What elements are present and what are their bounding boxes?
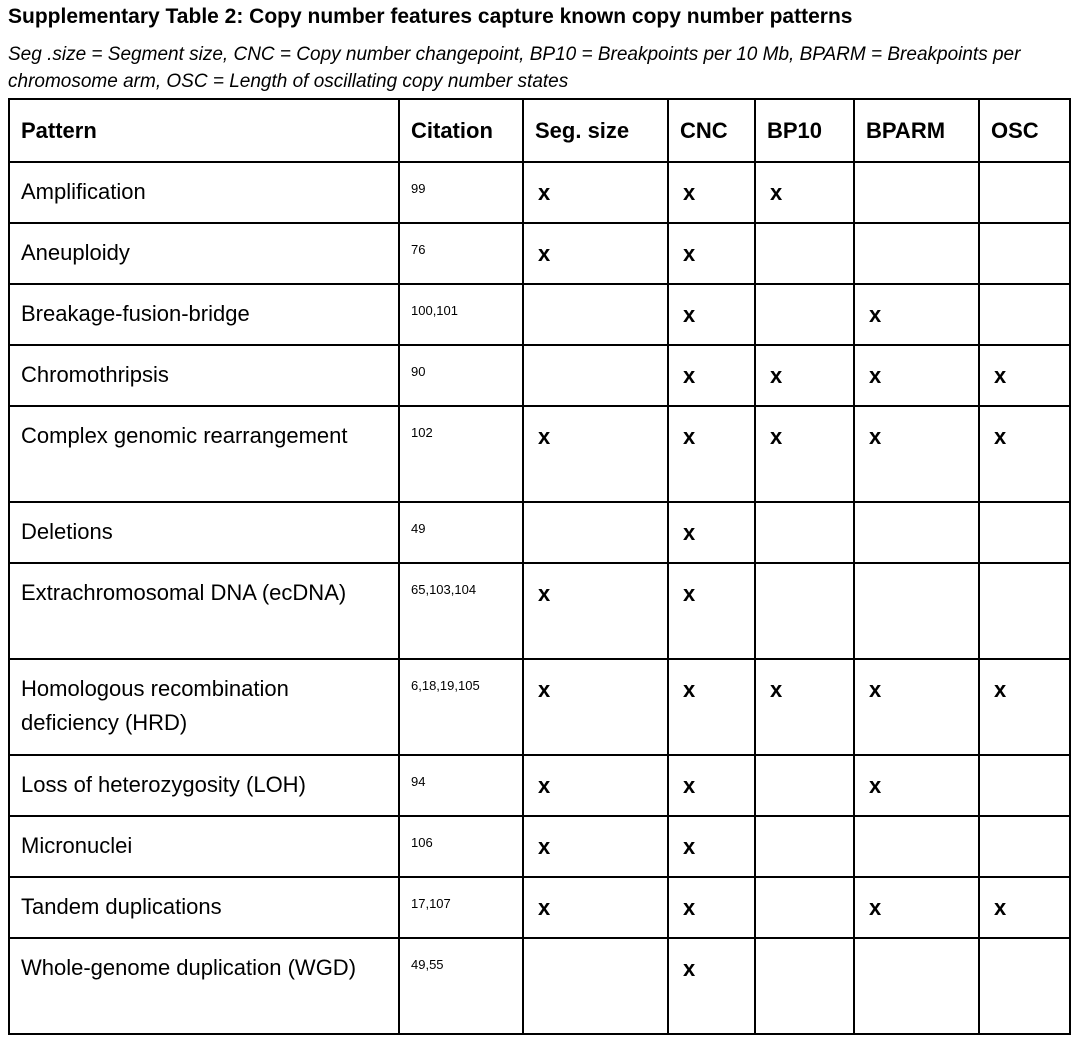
cnc-cell: x xyxy=(668,755,755,816)
seg-size-cell: x xyxy=(523,659,668,755)
cnc-cell: x xyxy=(668,162,755,223)
pattern-cell: Breakage-fusion-bridge xyxy=(9,284,399,345)
citation-cell: 106 xyxy=(399,816,523,877)
table-title: Supplementary Table 2: Copy number features capture known copy number patterns xyxy=(8,5,853,28)
pattern-cell: Amplification xyxy=(9,162,399,223)
bparm-cell: x xyxy=(854,345,979,406)
bp10-cell xyxy=(755,502,854,563)
table-row xyxy=(9,223,1070,284)
osc-cell xyxy=(979,162,1070,223)
bparm-cell xyxy=(854,938,979,1034)
seg-size-cell xyxy=(523,502,668,563)
table-row xyxy=(9,816,1070,877)
table-row xyxy=(9,502,1070,563)
cnc-cell: x xyxy=(668,816,755,877)
osc-cell: x xyxy=(979,659,1070,755)
bp10-cell xyxy=(755,877,854,938)
table-row xyxy=(9,284,1070,345)
bp10-cell xyxy=(755,816,854,877)
table-row xyxy=(9,162,1070,223)
seg-size-cell xyxy=(523,938,668,1034)
osc-cell: x xyxy=(979,877,1070,938)
bparm-cell: x xyxy=(854,406,979,502)
osc-cell xyxy=(979,755,1070,816)
column-header-seg-size: Seg. size xyxy=(523,99,668,162)
bp10-cell: x xyxy=(755,406,854,502)
cnc-cell: x xyxy=(668,938,755,1034)
table-caption: Seg .size = Segment size, CNC = Copy number changepoint, BP10 = Breakpoints per 10 Mb, BPARM = Breakpoints per chromosome arm, OSC = Length of oscillating copy number states xyxy=(8,44,1021,92)
osc-cell xyxy=(979,563,1070,659)
cnc-cell: x xyxy=(668,284,755,345)
cnc-cell: x xyxy=(668,877,755,938)
citation-cell: 94 xyxy=(399,755,523,816)
seg-size-cell: x xyxy=(523,162,668,223)
citation-cell: 76 xyxy=(399,223,523,284)
table-row xyxy=(9,877,1070,938)
cnc-cell: x xyxy=(668,502,755,563)
bparm-cell xyxy=(854,816,979,877)
table-row xyxy=(9,563,1070,659)
pattern-cell: Micronuclei xyxy=(9,816,399,877)
citation-cell: 90 xyxy=(399,345,523,406)
bp10-cell xyxy=(755,563,854,659)
bparm-cell xyxy=(854,502,979,563)
pattern-cell: Whole-genome duplication (WGD) xyxy=(9,938,399,1034)
bparm-cell: x xyxy=(854,659,979,755)
pattern-cell: Homologous recombination deficiency (HRD) xyxy=(9,659,399,755)
citation-cell: 100,101 xyxy=(399,284,523,345)
osc-cell xyxy=(979,938,1070,1034)
table-row xyxy=(9,659,1070,755)
osc-cell: x xyxy=(979,345,1070,406)
column-header-osc: OSC xyxy=(979,99,1070,162)
citation-cell: 49,55 xyxy=(399,938,523,1034)
column-header-cnc: CNC xyxy=(668,99,755,162)
copy-number-table xyxy=(8,98,1071,1035)
column-header-pattern: Pattern xyxy=(9,99,399,162)
seg-size-cell: x xyxy=(523,755,668,816)
seg-size-cell: x xyxy=(523,223,668,284)
pattern-cell: Tandem duplications xyxy=(9,877,399,938)
seg-size-cell: x xyxy=(523,877,668,938)
osc-cell xyxy=(979,502,1070,563)
seg-size-cell: x xyxy=(523,406,668,502)
citation-cell: 99 xyxy=(399,162,523,223)
pattern-cell: Aneuploidy xyxy=(9,223,399,284)
column-header-citation: Citation xyxy=(399,99,523,162)
bp10-cell xyxy=(755,284,854,345)
citation-cell: 17,107 xyxy=(399,877,523,938)
table-row xyxy=(9,406,1070,502)
pattern-cell: Extrachromosomal DNA (ecDNA) xyxy=(9,563,399,659)
citation-cell: 102 xyxy=(399,406,523,502)
bp10-cell: x xyxy=(755,659,854,755)
citation-cell: 6,18,19,105 xyxy=(399,659,523,755)
pattern-cell: Chromothripsis xyxy=(9,345,399,406)
bp10-cell: x xyxy=(755,162,854,223)
osc-cell xyxy=(979,223,1070,284)
bparm-cell: x xyxy=(854,284,979,345)
citation-cell: 49 xyxy=(399,502,523,563)
seg-size-cell xyxy=(523,345,668,406)
citation-cell: 65,103,104 xyxy=(399,563,523,659)
bparm-cell xyxy=(854,223,979,284)
cnc-cell: x xyxy=(668,406,755,502)
cnc-cell: x xyxy=(668,659,755,755)
osc-cell: x xyxy=(979,406,1070,502)
table-row xyxy=(9,755,1070,816)
osc-cell xyxy=(979,284,1070,345)
seg-size-cell xyxy=(523,284,668,345)
bparm-cell xyxy=(854,162,979,223)
bparm-cell: x xyxy=(854,877,979,938)
table-row xyxy=(9,938,1070,1034)
pattern-cell: Complex genomic rearrangement xyxy=(9,406,399,502)
seg-size-cell: x xyxy=(523,816,668,877)
bparm-cell: x xyxy=(854,755,979,816)
bp10-cell xyxy=(755,938,854,1034)
column-header-bparm: BPARM xyxy=(854,99,979,162)
bp10-cell xyxy=(755,223,854,284)
bparm-cell xyxy=(854,563,979,659)
pattern-cell: Loss of heterozygosity (LOH) xyxy=(9,755,399,816)
osc-cell xyxy=(979,816,1070,877)
pattern-cell: Deletions xyxy=(9,502,399,563)
bp10-cell: x xyxy=(755,345,854,406)
column-header-bp10: BP10 xyxy=(755,99,854,162)
cnc-cell: x xyxy=(668,563,755,659)
header-row xyxy=(9,99,1070,162)
seg-size-cell: x xyxy=(523,563,668,659)
table-row xyxy=(9,345,1070,406)
cnc-cell: x xyxy=(668,345,755,406)
bp10-cell xyxy=(755,755,854,816)
cnc-cell: x xyxy=(668,223,755,284)
